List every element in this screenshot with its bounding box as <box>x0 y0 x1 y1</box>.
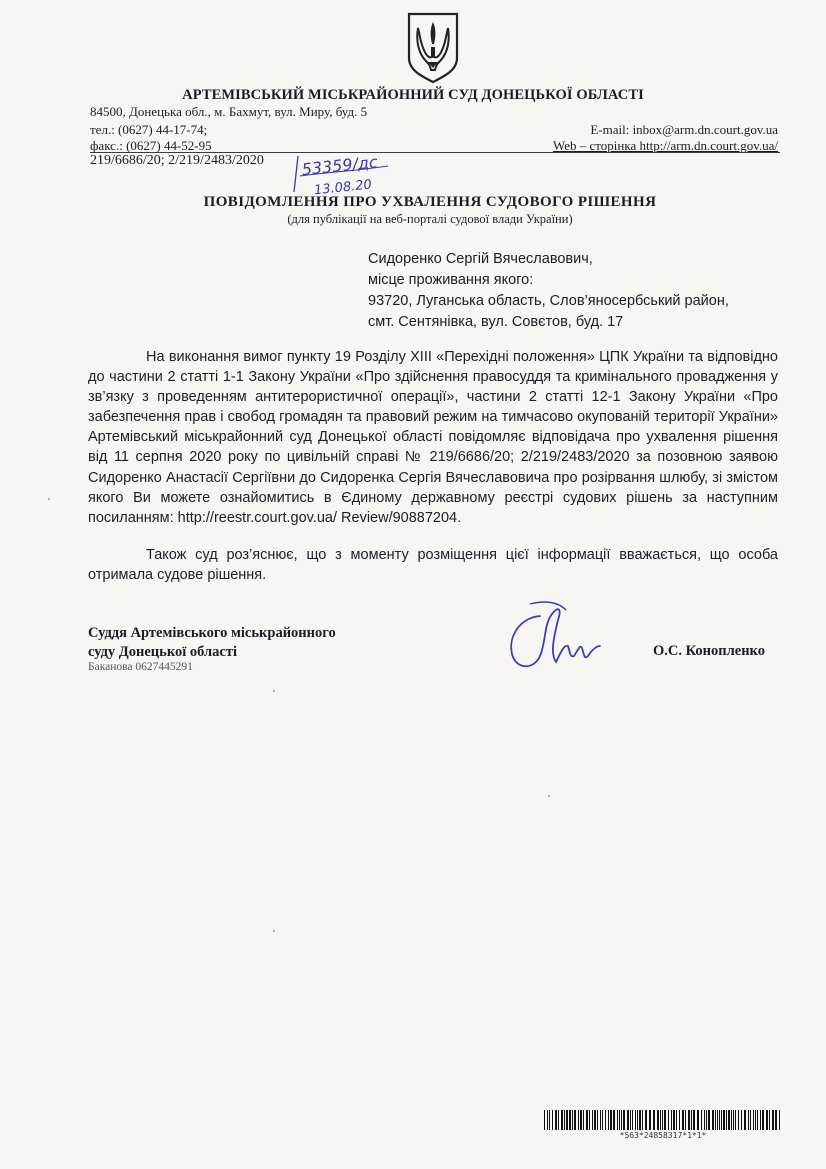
barcode-bar <box>717 1110 718 1130</box>
scan-speck <box>548 795 550 797</box>
barcode-bar <box>664 1110 666 1130</box>
barcode-bar <box>613 1110 615 1130</box>
court-address: 84500, Донецька обл., м. Бахмут, вул. Миру, буд. 5 <box>90 104 368 119</box>
barcode-bar <box>753 1110 754 1130</box>
barcode-bar <box>676 1110 677 1130</box>
barcode-bar <box>757 1110 758 1130</box>
barcode-bar <box>617 1110 618 1130</box>
barcode-bar <box>605 1110 606 1130</box>
barcode-bar <box>701 1110 702 1130</box>
case-reference: 219/6686/20; 2/219/2483/2020 <box>90 153 264 168</box>
barcode-bar <box>583 1110 584 1130</box>
barcode-bar <box>660 1110 661 1130</box>
barcode-bar <box>688 1110 690 1130</box>
barcode-bar <box>775 1110 777 1130</box>
barcode-bar <box>668 1110 669 1130</box>
notice-paragraph-2: Також суд роз’яснює, що з моменту розміщення цієї інформації вважається, що особа отримала судове рішення. <box>88 547 778 584</box>
barcode-bar <box>639 1110 641 1130</box>
barcode-bar <box>544 1110 545 1130</box>
barcode-bar <box>697 1110 699 1130</box>
barcode-number: *563*24858317*1*1* <box>619 1131 707 1140</box>
svg-text:53359/дс: 53359/дс <box>300 152 379 180</box>
document-title: ПОВІДОМЛЕННЯ ПРО УХВАЛЕННЯ СУДОВОГО РІШЕННЯ <box>203 194 657 210</box>
barcode-bar <box>715 1110 716 1130</box>
barcode-bar <box>708 1110 710 1130</box>
barcode-bar <box>632 1110 633 1130</box>
barcode-bar <box>635 1110 636 1130</box>
barcode-bar <box>558 1110 559 1130</box>
barcode-bar <box>569 1110 571 1130</box>
coat-of-arms-emblem <box>403 10 463 86</box>
barcode-bar <box>657 1110 659 1130</box>
barcode-bar <box>779 1110 780 1130</box>
document-subtitle: (для публікації на веб-порталі судової влади України) <box>287 212 573 226</box>
barcode-bar <box>547 1110 548 1130</box>
judge-title <box>88 624 336 662</box>
recipient-address-line-1: 93720, Луганська область, Слов’яносербський район, <box>368 293 729 309</box>
barcode-bar <box>555 1110 557 1130</box>
court-phone: тел.: (0627) 44-17-74; <box>90 122 208 137</box>
court-website: Web – сторінка http://arm.dn.court.gov.ua/ <box>552 138 778 153</box>
barcode-bar <box>586 1110 588 1130</box>
barcode-bar <box>735 1110 736 1130</box>
barcode-bar <box>578 1110 579 1130</box>
barcode-bar <box>549 1110 550 1130</box>
court-fax: факс.: (0627) 44-52-95 <box>90 138 212 153</box>
barcode-bar <box>552 1110 553 1130</box>
judge-signature <box>500 596 608 678</box>
barcode-bar <box>564 1110 565 1130</box>
barcode-bar <box>662 1110 663 1130</box>
barcode-bar <box>721 1110 722 1130</box>
recipient-name: Сидоренко Сергій Вячеславович, <box>368 251 593 267</box>
barcode-bar <box>769 1110 770 1130</box>
barcode-bar <box>630 1110 631 1130</box>
scan-speck <box>273 930 275 932</box>
barcode-bar <box>566 1110 568 1130</box>
barcode-bar <box>592 1110 593 1130</box>
barcode-bar <box>623 1110 625 1130</box>
barcode-bar <box>572 1110 573 1130</box>
barcode-bar <box>627 1110 629 1130</box>
barcode-bar <box>766 1110 768 1130</box>
barcode-bar <box>726 1110 727 1130</box>
barcode-bar <box>704 1110 705 1130</box>
barcode-bar <box>600 1110 601 1130</box>
barcode-bar <box>738 1110 739 1130</box>
barcode-bar <box>580 1110 582 1130</box>
barcode-bar <box>750 1110 751 1130</box>
barcode-bar <box>755 1110 756 1130</box>
barcode-bar <box>653 1110 655 1130</box>
barcode-bar <box>561 1110 563 1130</box>
recipient-address-line-2: смт. Сентянівка, вул. Совєтов, буд. 17 <box>368 314 624 330</box>
court-name: АРТЕМІВСЬКИЙ МІСЬКРАЙОННИЙ СУД ДОНЕЦЬКОЇ ОБЛАСТІ <box>182 87 644 103</box>
barcode-bar <box>685 1110 686 1130</box>
barcode-bar <box>748 1110 749 1130</box>
judge-title-line-2: суду Донецької області <box>88 644 238 660</box>
barcode-bar <box>649 1110 651 1130</box>
barcode-bar <box>621 1110 622 1130</box>
court-email: E-mail: inbox@arm.dn.court.gov.ua <box>590 122 778 137</box>
barcode-bar <box>589 1110 590 1130</box>
barcode-bar <box>608 1110 609 1130</box>
barcode-bar <box>594 1110 596 1130</box>
barcode-bar <box>679 1110 680 1130</box>
scan-speck <box>273 690 275 692</box>
barcode-bar <box>712 1110 714 1130</box>
barcode-bar <box>673 1110 675 1130</box>
judge-title-line-1: Суддя Артемівського міськрайонного <box>88 625 336 641</box>
barcode-bar <box>731 1110 732 1130</box>
barcode-bar <box>772 1110 774 1130</box>
barcode-bar <box>619 1110 620 1130</box>
barcode-bar <box>741 1110 742 1130</box>
handwritten-registration-mark <box>292 152 392 198</box>
recipient-block <box>368 249 729 333</box>
scan-speck <box>48 498 50 500</box>
barcode-bar <box>610 1110 612 1130</box>
barcode-bar <box>597 1110 598 1130</box>
barcode-bar <box>671 1110 672 1130</box>
barcode-bar <box>637 1110 638 1130</box>
barcode-bar <box>693 1110 695 1130</box>
notice-paragraph-1: На виконання вимог пункту 19 Розділу XIII «Перехідні положення» ЦПК України та відповідно до частини 2 статті 1-1 Закону України «Про здійснення правосуддя та кримінального провадження у зв’язку з проведенням антитерористичної операції», частини 2 статті 12-1 Закону України «Про забезпечення прав і свобод громадян та правовий режим на тимчасово окупованій території України» Артемівський міськрайонний суд Донецької області повідомляє відповідача про ухвалення рішення від 11 серпня 2020 року по цивільній справі № 219/6686/20; 2/219/2483/2020 за позовною заявою Сидоренко Анастасії Сергіївни до Сидоренка Сергія Вячеславовича про розірвання шлюбу, зі змістом якого Ви можете ознайомитись в Єдиному державному реєстрі судових рішень за наступним посиланням: http://reestr.court.gov.ua/ Review/90887204. <box>88 349 778 526</box>
barcode-bar <box>733 1110 734 1130</box>
document-barcode <box>544 1110 782 1130</box>
recipient-residence-label: місце проживання якого: <box>368 272 534 288</box>
barcode-bar <box>682 1110 684 1130</box>
barcode-bar <box>642 1110 643 1130</box>
clerk-contact: Баканова 0627445291 <box>88 661 193 673</box>
barcode-bar <box>719 1110 720 1130</box>
barcode-bar <box>723 1110 725 1130</box>
barcode-bar <box>645 1110 647 1130</box>
svg-text:13.08.20: 13.08.20 <box>313 177 373 198</box>
barcode-bar <box>762 1110 764 1130</box>
barcode-bar <box>574 1110 576 1130</box>
judge-name: О.С. Конопленко <box>653 643 765 659</box>
barcode-bar <box>760 1110 761 1130</box>
barcode-bar <box>602 1110 603 1130</box>
barcode-bar <box>691 1110 692 1130</box>
barcode-bar <box>706 1110 707 1130</box>
barcode-bar <box>744 1110 746 1130</box>
barcode-bar <box>728 1110 730 1130</box>
